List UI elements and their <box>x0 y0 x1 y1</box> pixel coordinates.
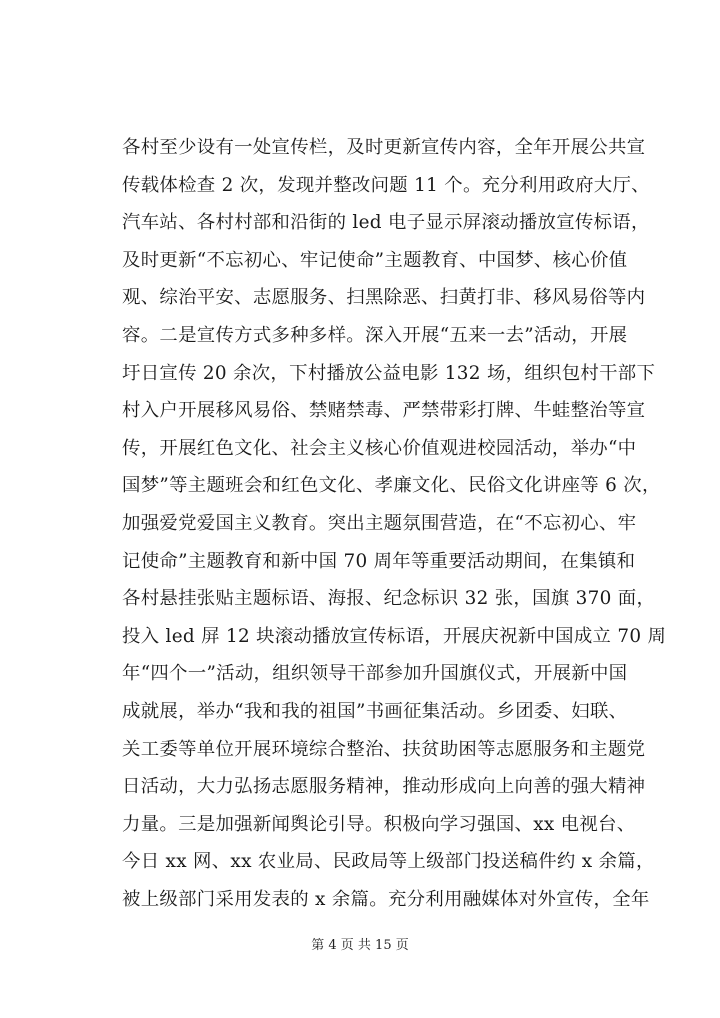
text-line: 汽车站、各村村部和沿街的 led 电子显示屏滚动播放宣传标语， <box>122 212 650 234</box>
text-line: 加强爱党爱国主义教育。突出主题氛围营造，在“不忘初心、牢 <box>122 512 637 534</box>
text-line: 圩日宣传 20 余次，下村播放公益电影 132 场，组织包村干部下 <box>122 362 656 384</box>
text-line: 被上级部门采用发表的 x 余篇。充分利用融媒体对外宣传，全年 <box>122 888 650 910</box>
text-line: 传，开展红色文化、社会主义核心价值观进校园活动，举办“中 <box>122 437 637 459</box>
page-number-footer: 第 4 页 共 15 页 <box>311 938 409 953</box>
text-line: 成就展，举办“我和我的祖国”书画征集活动。乡团委、妇联、 <box>122 700 628 722</box>
text-line: 国梦”等主题班会和红色文化、孝廉文化、民俗文化讲座等 6 次， <box>122 475 661 497</box>
text-line: 及时更新“不忘初心、牢记使命”主题教育、中国梦、核心价值 <box>122 249 628 271</box>
text-line: 关工委等单位开展环境综合整治、扶贫助困等志愿服务和主题党 <box>122 738 646 760</box>
text-line: 传载体检查 2 次，发现并整改问题 11 个。充分利用政府大厅、 <box>122 174 650 196</box>
text-line: 力量。三是加强新闻舆论引导。积极向学习强国、xx 电视台、 <box>122 813 636 835</box>
text-line: 投入 led 屏 12 块滚动播放宣传标语，开展庆祝新中国成立 70 周 <box>122 625 667 647</box>
text-line: 各村至少设有一处宣传栏，及时更新宣传内容，全年开展公共宣 <box>122 137 646 158</box>
text-line: 观、综治平安、志愿服务、扫黑除恶、扫黄打非、移风易俗等内 <box>122 287 646 309</box>
text-line: 村入户开展移风易俗、禁赌禁毒、严禁带彩打牌、牛蛙整治等宣 <box>122 400 646 422</box>
text-line: 各村悬挂张贴主题标语、海报、纪念标识 32 张，国旗 370 面， <box>122 588 656 610</box>
text-line: 日活动，大力弘扬志愿服务精神，推动形成向上向善的强大精神 <box>122 776 646 798</box>
text-line: 年“四个一”活动，组织领导干部参加升国旗仪式，开展新中国 <box>122 663 628 685</box>
text-line: 记使命”主题教育和新中国 70 周年等重要活动期间，在集镇和 <box>122 550 636 572</box>
body-text <box>122 129 667 918</box>
text-line: 容。二是宣传方式多种多样。深入开展“五来一去”活动，开展 <box>122 324 628 346</box>
text-line: 今日 xx 网、xx 农业局、民政局等上级部门投送稿件约 x 余篇， <box>122 851 655 873</box>
